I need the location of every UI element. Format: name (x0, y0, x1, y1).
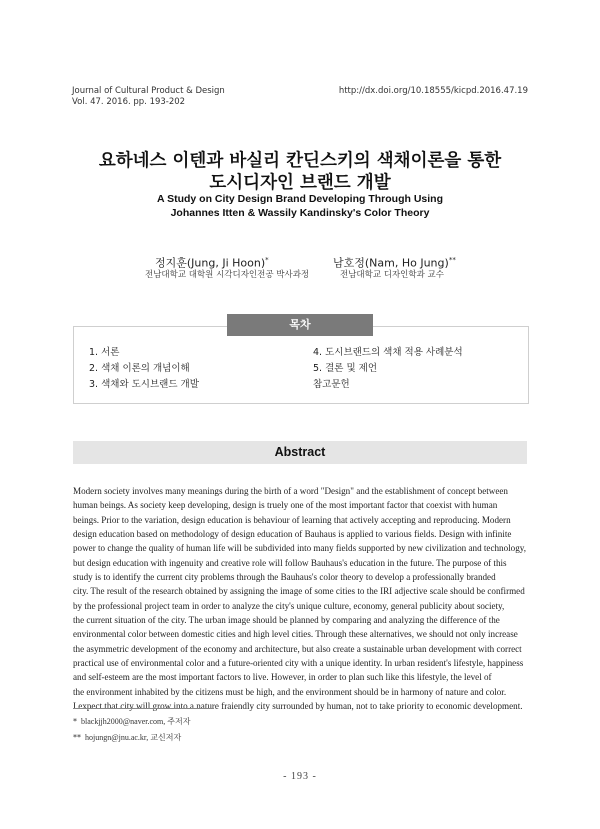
doi-link[interactable]: http://dx.doi.org/10.18555/kicpd.2016.47.19 (338, 86, 528, 96)
abstract-line: human beings. As society keep developing, design is truely one of the most important factor that coexist with human (73, 500, 498, 511)
abstract-line: power to change the quality of human life will be subdivided into many fields supported by new civilization and technology, (73, 543, 526, 554)
toc-heading: 목차 (227, 314, 373, 336)
author-2-mark: ** (448, 256, 456, 264)
toc-item: 4. 도시브랜드의 색채 적용 사례분석 (313, 347, 463, 358)
abstract-line: the asymmetric development of the economy and architecture, but also create a sustainable urban development with correct (73, 643, 522, 654)
footnote-1-text: blackjjh2000@naver.com, 주저자 (81, 717, 191, 726)
toc-item: 3. 색채와 도시브랜드 개발 (89, 379, 199, 390)
abstract-line: design education based on methodology of design education of Bauhaus is applied to various fields. Design with infinite (73, 529, 512, 540)
korean-title-line-1: 요하네스 이텐과 바실리 칸딘스키의 색채이론을 통한 (98, 151, 502, 171)
abstract-line: practical use of environmental color and a future-oriented city with a unique identity. In urban resident's lifestyle, happiness (73, 658, 524, 669)
toc-item: 5. 결론 및 제언 (313, 363, 378, 374)
footnote-1 (73, 716, 190, 727)
author-1-affiliation: 전남대학교 대학원 시각디자인전공 박사과정 (145, 270, 310, 280)
journal-header (72, 86, 225, 108)
journal-volume: Vol. 47. 2016. pp. 193-202 (72, 97, 186, 107)
abstract-line: but design education with ingenuity and creative role will follow Bauhaus's education in the future. The purpose of this (73, 557, 507, 568)
abstract-line: beings. Prior to the variation, design education is behaviour of learning that actively accepting and reproducing. Modern (73, 514, 511, 525)
abstract-line: and self-esteem are the most important factors to live. However, in order to plan such like this lifestyle, the level of (73, 672, 492, 683)
abstract-line: environmental color between domestic cities and high level cities. Through these alternatives, we should not only increase (73, 629, 518, 640)
abstract-heading: Abstract (73, 441, 527, 464)
author-2 (333, 253, 456, 271)
english-title-line-2: Johannes Itten & Wassily Kandinsky's Color Theory (170, 207, 430, 219)
author-2-name: 남호정(Nam, Ho Jung) (333, 256, 449, 270)
author-2-affiliation: 전남대학교 디자인학과 교수 (340, 270, 444, 280)
page-number: - 193 - (283, 771, 317, 782)
abstract-line: the current situation of the city. The urban image should be planned by comparing and analyzing the difference of the (73, 615, 500, 626)
abstract-line: city. The result of the research obtained by assigning the image of some cities to the IRI adjective scale should be confirmed (73, 586, 525, 597)
author-1-name: 정지훈(Jung, Ji Hoon) (155, 256, 266, 270)
footnote-1-mark: * (73, 717, 77, 726)
footnote-2 (73, 732, 181, 743)
footnote-divider (73, 708, 213, 709)
abstract-body (73, 484, 527, 714)
toc-item: 2. 색채 이론의 개념이해 (89, 363, 190, 374)
abstract-line: the environment inhabited by the citizens must be high, and the environment should be in harmony of nature and color. (73, 686, 507, 697)
abstract-line: Modern society involves many meanings during the birth of a word "Design" and the establishment of concept between (73, 486, 508, 496)
footnote-2-mark: ** (73, 733, 81, 742)
english-title-line-1: A Study on City Design Brand Developing Through Using (156, 193, 444, 205)
footnote-2-text: hojungn@jnu.ac.kr, 교신저자 (85, 733, 182, 742)
korean-title-line-2: 도시디자인 브랜드 개발 (209, 173, 391, 193)
author-1 (155, 253, 269, 271)
abstract-line: by the professional project team in order to analyze the city's unique culture, economy, general publicity about society, (73, 600, 505, 611)
author-1-mark: * (265, 256, 269, 264)
abstract-line: study is to identify the current city problems through the Bauhaus's color theory to develop a professionally branded (73, 572, 496, 583)
abstract-line: I expect that city will grow into a nature fraiendly city surrounded by human, not to take priority to economic development. (73, 701, 523, 712)
journal-name: Journal of Cultural Product & Design (72, 86, 225, 96)
toc-item: 1. 서론 (89, 347, 120, 358)
toc-item: 참고문헌 (313, 379, 350, 390)
